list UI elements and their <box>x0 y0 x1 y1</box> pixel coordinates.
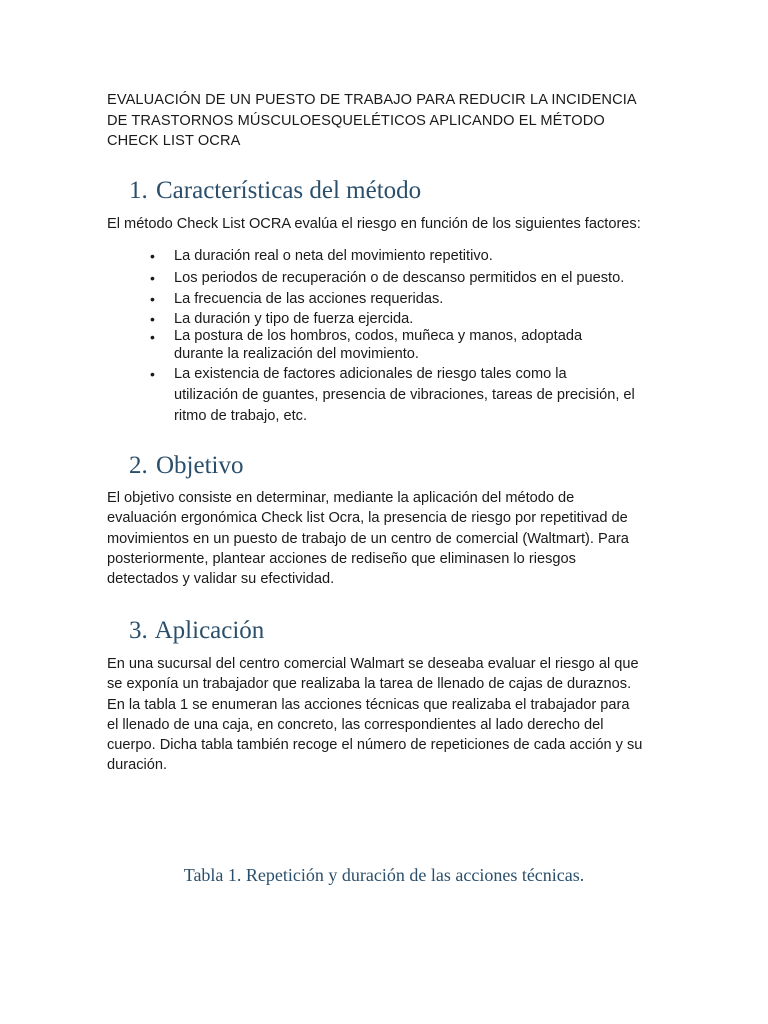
paragraph-line: evaluación ergonómica Check list Ocra, la presencia de riesgo por repetitivad de <box>107 510 628 527</box>
paragraph-line: el llenado de una caja, en concreto, las correspondientes al lado derecho del <box>107 716 604 733</box>
paragraph-line: cuerpo. Dicha tabla también recoge el número de repeticiones de cada acción y su <box>107 737 643 754</box>
list-item-line: La duración real o neta del movimiento repetitivo. <box>174 248 493 264</box>
bullet-icon: • <box>150 248 155 264</box>
section-heading-aplicacion <box>129 616 264 646</box>
paragraph-line: detectados y validar su efectividad. <box>107 571 335 588</box>
paragraph-line: El objetivo consiste en determinar, mediante la aplicación del método de <box>107 490 575 506</box>
paragraph-line: posteriormente, plantear acciones de rediseño que eliminasen lo riesgos <box>107 550 576 567</box>
list-item-line: La postura de los hombros, codos, muñeca y manos, adoptada <box>174 328 583 344</box>
aplicacion-paragraph <box>107 654 667 776</box>
section-heading-text: Objetivo <box>156 452 244 479</box>
paragraph-line: En una sucursal del centro comercial Walmart se deseaba evaluar el riesgo al que <box>107 656 639 672</box>
section-number: 2. <box>129 452 148 479</box>
list-item-line: utilización de guantes, presencia de vibraciones, tareas de precisión, el <box>174 387 635 403</box>
paragraph-line: En la tabla 1 se enumeran las acciones técnicas que realizaba el trabajador para <box>107 696 630 713</box>
list-item-line: Los periodos de recuperación o de descanso permitidos en el puesto. <box>174 270 625 286</box>
bullet-icon: • <box>150 270 155 286</box>
paragraph-line: movimientos en un puesto de trabajo de un centro de comercial (Waltmart). Para <box>107 530 629 547</box>
title-line: CHECK LIST OCRA <box>107 133 241 149</box>
section-number: 1. <box>129 177 148 204</box>
section-intro-paragraph <box>107 214 667 234</box>
list-item-line: ritmo de trabajo, etc. <box>174 408 308 424</box>
table-caption: Tabla 1. Repetición y duración de las acciones técnicas. <box>183 865 585 885</box>
document-title <box>107 90 667 152</box>
section-heading-text: Aplicación <box>154 617 265 644</box>
title-line: DE TRASTORNOS MÚSCULOESQUELÉTICOS APLICANDO EL MÉTODO <box>107 112 605 129</box>
paragraph-line: se exponía un trabajador que realizaba la tarea de llenado de cajas de duraznos. <box>107 676 632 693</box>
bullet-icon: • <box>150 311 155 327</box>
bullet-icon: • <box>150 329 155 345</box>
paragraph-line: duración. <box>107 757 168 774</box>
list-item-line: durante la realización del movimiento. <box>174 346 419 362</box>
bullet-icon: • <box>150 291 155 307</box>
objetivo-paragraph <box>107 488 667 589</box>
section-heading-objetivo <box>129 451 244 481</box>
list-item-line: La frecuencia de las acciones requeridas. <box>174 291 444 307</box>
section-heading-caracteristicas <box>129 176 421 206</box>
bullet-icon: • <box>150 366 155 382</box>
paragraph-line: El método Check List OCRA evalúa el riesgo en función de los siguientes factores: <box>107 216 641 232</box>
list-item-line: La duración y tipo de fuerza ejercida. <box>174 311 414 327</box>
list-item-line: La existencia de factores adicionales de riesgo tales como la <box>174 366 567 382</box>
section-heading-text: Características del método <box>156 177 422 204</box>
section-number: 3. <box>129 617 148 644</box>
title-line: EVALUACIÓN DE UN PUESTO DE TRABAJO PARA REDUCIR LA INCIDENCIA <box>107 92 637 108</box>
